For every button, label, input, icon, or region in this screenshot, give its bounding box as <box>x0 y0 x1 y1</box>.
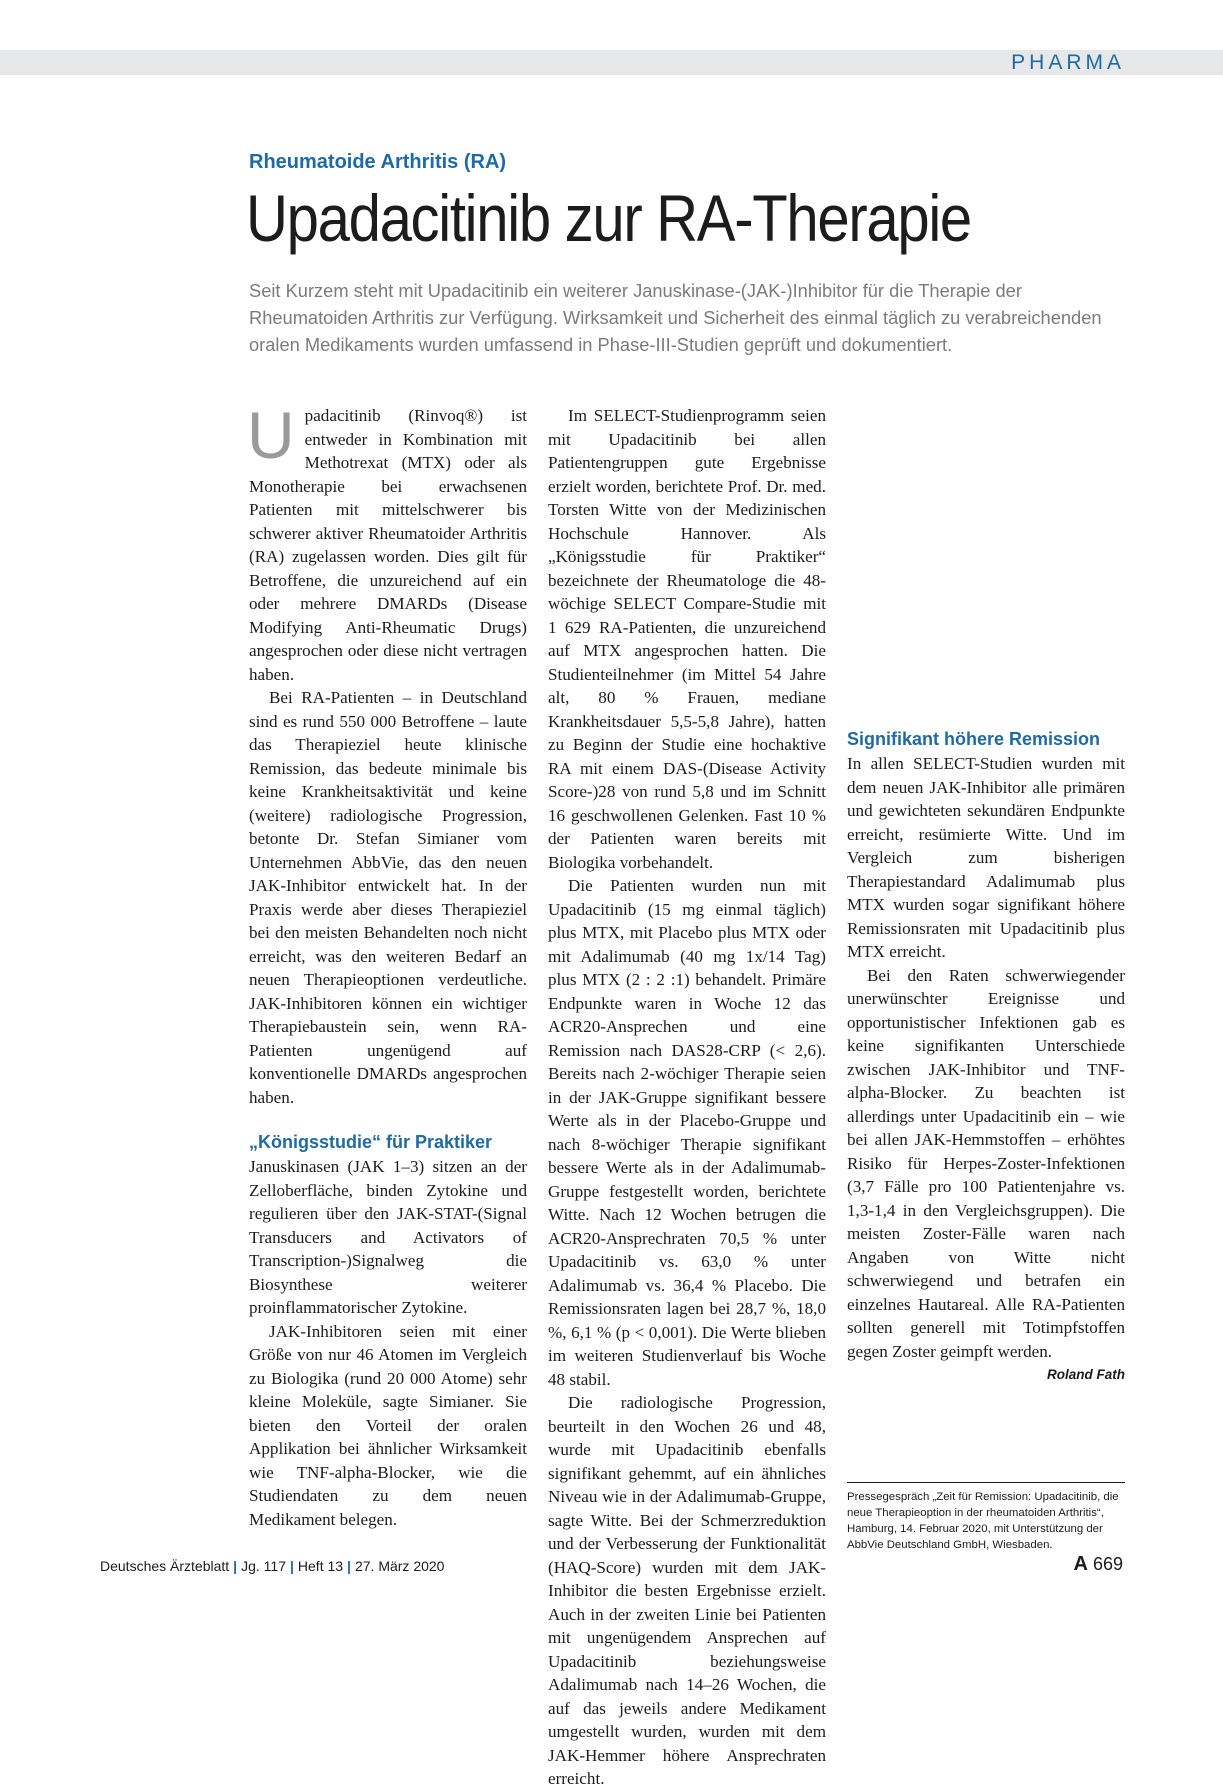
article-kicker: Rheumatoide Arthritis (RA) <box>249 151 507 173</box>
journal-name: Deutsches Ärzteblatt <box>100 1558 230 1574</box>
page-number <box>1073 1553 1123 1576</box>
paragraph <box>247 398 527 686</box>
paragraph: Bei RA-Patienten – in Deutschland sind es rund 550 000 Betroffene – laute das Therapieziel heute klinische Remission, das bedeute minimale bis keine Krankheitsaktivität und keine (weitere) radiologische Progression, betonte Dr. Stefan Simianer vom Unternehmen AbbVie, das den neuen JAK-Inhibitor entwickelt hat. In der Praxis werde aber dieses Therapieziel bei den meisten Behandelten noch nicht erreicht, was den weiteren Bedarf an neuen Therapieoptionen verdeutliche. JAK-Inhibitoren können ein wichtiger Therapiebaustein sein, wenn RA-Patienten ungenügend auf konventionelle DMARDs angesprochen haben. <box>249 688 527 1107</box>
page-prefix: A <box>1073 1553 1088 1575</box>
author-name: Roland Fath <box>1047 1367 1125 1382</box>
column-3 <box>847 404 1125 1387</box>
paragraph-text: Bei den Raten schwerwiegender unerwünschter Ereignisse und opportunistischer Infektionen gab es keine signifikanten Unterschiede zwischen JAK-Inhibitor und TNF-alpha-Blocker. Zu beachten ist allerdings unter Upadacitinib ein – wie bei allen JAK-Hemmstoffen – erhöhtes Risiko für Herpes-Zoster-Infektionen (3,7 Fälle pro 100 Patientenjahre vs. 1,3-1,4 in den Vergleichsgruppen). Die meisten Zoster-Fälle waren nach Angaben von Witte nicht schwerwiegend und betrafen ein einzelnes Hautareal. Alle RA-Patienten sollten generell mit Totimpfstoffen gegen Zoster geimpft werden. <box>847 965 1125 1361</box>
paragraph: Januskinasen (JAK 1–3) sitzen an der Zelloberfläche, binden Zytokine und regulieren über den JAK-STAT-(Signal Transducers and Activators of Transcription-)Signalweg die Biosynthese weiterer proinflammatorischer Zytokine. <box>249 1157 527 1317</box>
article-lead: Seit Kurzem steht mit Upadacitinib ein weiterer Januskinase-(JAK-)Inhibitor für die Therapie der Rheumatoiden Arthritis zur Verfügung. Wirksamkeit und Sicherheit des einmal täglich zu verabreichenden oralen Medikaments wurden umfassend in Phase-III-Studien geprüft und dokumentiert. <box>249 280 1102 355</box>
journal-volume: Jg. 117 <box>241 1558 286 1574</box>
journal-issue: Heft 13 <box>297 1558 344 1574</box>
column-1 <box>247 398 527 1531</box>
paragraph: In allen SELECT-Studien wurden mit dem neuen JAK-Inhibitor alle primären und gewichteten sekundären Endpunkte erreicht, resümierte Witte. Und im Vergleich zum bisherigen Therapiestandard Adalimumab plus MTX wurden sogar signifikant höhere Remissionsraten mit Upadacitinib plus MTX erreicht. <box>847 754 1125 961</box>
paragraph <box>847 964 1125 1382</box>
drop-cap: U <box>247 398 295 472</box>
article-title: Upadacitinib zur RA-Therapie <box>246 181 971 255</box>
section-label: PHARMA <box>1011 51 1125 74</box>
separator: | <box>289 1558 294 1574</box>
paragraph: Im SELECT-Studienprogramm seien mit Upadacitinib bei allen Patientengruppen gute Ergebnisse erzielt worden, berichtete Prof. Dr. med. Torsten Witte von der Medizinischen Hochschule Hannover. Als „Königsstudie für Praktiker“ bezeichnete der Rheumatologe die 48-wöchige SELECT Compare-Studie mit 1 629 RA-Patienten, die unzureichend auf MTX angesprochen hatten. Die Studienteilnehmer (im Mittel 54 Jahre alt, 80 % Frauen, mediane Krankheitsdauer 5,5-5,8 Jahre), hatten zu Beginn der Studie eine hochaktive RA mit einem DAS-(Disease Activity Score-)28 von rund 5,8 und im Schnitt 16 geschwollenen Gelenken. Fast 10 % der Patienten waren bereits mit Biologika vorbehandelt. <box>548 406 826 872</box>
separator: | <box>233 1558 238 1574</box>
journal-date: 27. März 2020 <box>354 1558 445 1574</box>
footer <box>100 1558 444 1574</box>
paragraph-text: padacitinib (Rinvoq®) ist entweder in Kombination mit Methotrexat (MTX) oder als Monotherapie bei erwachsenen Patienten mit mittelschwerer bis schwerer aktiver Rheumatoider Arthritis (RA) zugelassen worden. Dies gilt für Betroffene, die unzureichend auf ein oder mehrere DMARDs (Disease Modifying Anti-Rheumatic Drugs) angesprochen oder diese nicht vertragen haben. <box>249 406 527 684</box>
subheading: „Königsstudie“ für Praktiker <box>249 1132 493 1152</box>
source-note: Pressegespräch „Zeit für Remission: Upadacitinib, die neue Therapieoption in der rheumatoiden Arthritis“, Hamburg, 14. Februar 2020, mit Unterstützung der AbbVie Deutschland GmbH, Wiesbaden. <box>847 1482 1125 1553</box>
page-number-value: 669 <box>1092 1554 1123 1574</box>
paragraph: Die Patienten wurden nun mit Upadacitinib (15 mg einmal täglich) plus MTX, mit Placebo plus MTX oder mit Adalimumab (40 mg 1x/14 Tag) plus MTX (2 : 2 :1) behandelt. Primäre Endpunkte waren in Woche 12 das ACR20-Ansprechen und eine Remission nach DAS28-CRP (< 2,6). Bereits nach 2-wöchiger Therapie seien in der JAK-Gruppe signifikant bessere Werte als in der Placebo-Gruppe und nach 8-wöchiger Therapie signifikant bessere Werte als in der Adalimumab-Gruppe festgestellt worden, berichtete Witte. Nach 12 Wochen betrugen die ACR20-Ansprechraten 70,5 % unter Upadacitinib vs. 63,0 % unter Adalimumab vs. 36,4 % Placebo. Die Remissionsraten lagen bei 28,7 %, 18,0 %, 6,1 % (p < 0,001). Die Werte blieben im weiteren Studienverlauf bis Woche 48 stabil. <box>548 876 826 1389</box>
subheading: Signifikant höhere Remission <box>847 729 1101 749</box>
separator: | <box>347 1558 351 1574</box>
paragraph: Die radiologische Progression, beurteilt in den Wochen 26 und 48, wurde mit Upadacitinib ebenfalls signifikant gehemmt, auf ein ähnliches Niveau wie in der Adalimumab-Gruppe, sagte Witte. Bei der Schmerzreduktion und der Verbesserung der Funktionalität (HAQ-Score) wurden mit dem JAK-Inhibitor die besten Ergebnisse erzielt. Auch in der zweiten Linie bei Patienten mit ungenügendem Ansprechen auf Upadacitinib beziehungsweise Adalimumab nach 14–26 Wochen, die auf das jeweils andere Medikament umgestellt wurden, wurden mit dem JAK-Hemmer höhere Ansprechraten erreicht. <box>548 1393 826 1788</box>
column-2 <box>548 404 826 1791</box>
paragraph: JAK-Inhibitoren seien mit einer Größe von nur 46 Atomen im Vergleich zu Biologika (rund 20 000 Atome) sehr kleine Moleküle, sagte Simianer. Sie bieten den Vorteil der oralen Applikation bei ähnlicher Wirksamkeit wie TNF-alpha-Blocker, wie die Studiendaten zu dem neuen Medikament belegen. <box>249 1321 527 1529</box>
